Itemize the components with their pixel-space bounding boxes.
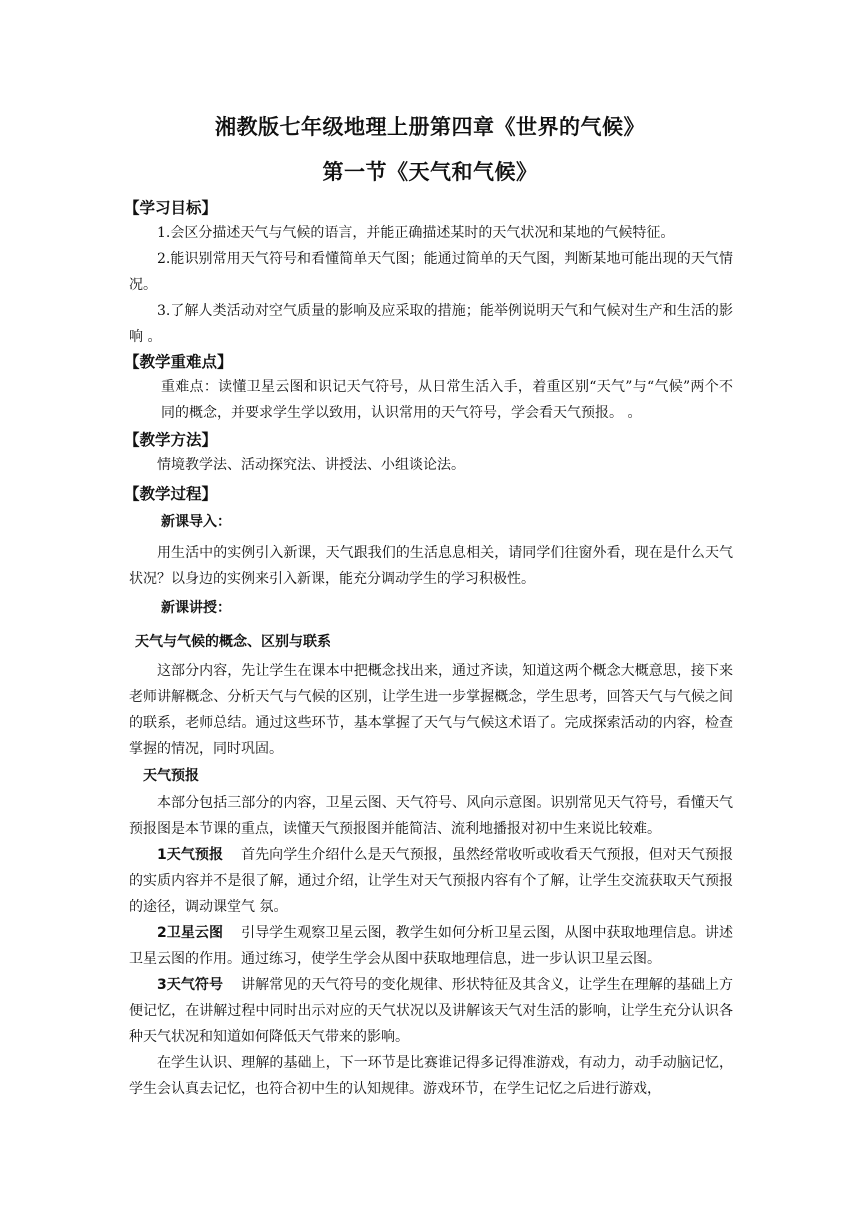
forecast-item-3 bbox=[129, 972, 733, 1050]
forecast-item-1 bbox=[129, 842, 733, 920]
key-points-heading: 【教学重难点】 bbox=[124, 353, 233, 371]
forecast-item-3-label: 3天气符号 bbox=[157, 977, 224, 993]
game-text: 在学生认识、理解的基础上，下一环节是比赛谁记得多记得准游戏，有动力，动手动脑记忆，学生会认真去记忆，也符合初中生的认知规律。游戏环节，在学生记忆之后进行游戏， bbox=[129, 1055, 733, 1097]
forecast-item-2-text: 引导学生观察卫星云图，教学生如何分析卫星云图，从图中获取地理信息。讲述卫星云图的作用。通过练习，使学生学会从图中获取地理信息，进一步认识卫星云图。 bbox=[129, 925, 733, 967]
key-points-text: 重难点：读懂卫星云图和识记天气符号，从日常生活入手，着重区别“天气”与“气候”两个不同的概念，并要求学生学以致用，认识常用的天气符号，学会看天气预报。 。 bbox=[161, 379, 733, 421]
forecast-item-1-text: 首先向学生介绍什么是天气预报，虽然经常收听或收看天气预报，但对天气预报的实质内容并不是很了解，通过介绍，让学生对天气预报内容有个了解，让学生交流获取天气预报的途径，调动课堂气 氛。 bbox=[129, 847, 733, 915]
forecast-item-1-label: 1天气预报 bbox=[157, 847, 224, 863]
methods-text: 情境教学法、活动探究法、讲授法、小组谈论法。 bbox=[157, 457, 465, 473]
forecast-heading: 天气预报 bbox=[143, 768, 199, 784]
objective-item: 1.会区分描述天气与气候的语言，并能正确描述某时的天气状况和某地的气候特征。 bbox=[157, 225, 675, 241]
objectives-heading: 【学习目标】 bbox=[124, 199, 218, 217]
forecast-item-2-label: 2卫星云图 bbox=[157, 925, 224, 941]
intro-text: 用生活中的实例引入新课，天气跟我们的生活息息相关，请同学们往窗外看，现在是什么天气状况？以身边的实例来引入新课，能充分调动学生的学习积极性。 bbox=[129, 545, 733, 587]
objective-item: 2.能识别常用天气符号和看懂简单天气图；能通过简单的天气图，判断某地可能出现的天气情况。 bbox=[129, 251, 733, 293]
forecast-item-2 bbox=[129, 920, 733, 972]
concept-heading: 天气与气候的概念、区别与联系 bbox=[135, 634, 331, 650]
document-subtitle: 第一节《天气和气候》 bbox=[322, 160, 538, 184]
objective-item: 3.了解人类活动对空气质量的影响及应采取的措施；能举例说明天气和气候对生产和生活的影响 。 bbox=[129, 303, 733, 345]
methods-heading: 【教学方法】 bbox=[124, 431, 218, 449]
forecast-text: 本部分包括三部分的内容，卫星云图、天气符号、风向示意图。识别常见天气符号，看懂天气预报图是本节课的重点，读懂天气预报图并能简洁、流利地播报对初中生来说比较难。 bbox=[129, 795, 733, 837]
forecast-item-3-text: 讲解常见的天气符号的变化规律、形状特征及其含义，让学生在理解的基础上方便记忆，在讲解过程中同时出示对应的天气状况以及讲解该天气对生活的影响，让学生充分认识各种天气状况和知道如何降低天气带来的影响。 bbox=[129, 977, 733, 1045]
lecture-label: 新课讲授： bbox=[161, 600, 231, 616]
document-title: 湘教版七年级地理上册第四章《世界的气候》 bbox=[215, 115, 645, 139]
intro-label: 新课导入： bbox=[161, 514, 231, 530]
process-heading: 【教学过程】 bbox=[124, 485, 218, 503]
concept-text: 这部分内容，先让学生在课本中把概念找出来，通过齐读，知道这两个概念大概意思，接下来老师讲解概念、分析天气与气候的区别，让学生进一步掌握概念，学生思考，回答天气与气候之间的联系，老师总结。通过这些环节，基本掌握了天气与气候这术语了。完成探索活动的内容，检查掌握的情况，同时巩固。 bbox=[129, 663, 733, 757]
